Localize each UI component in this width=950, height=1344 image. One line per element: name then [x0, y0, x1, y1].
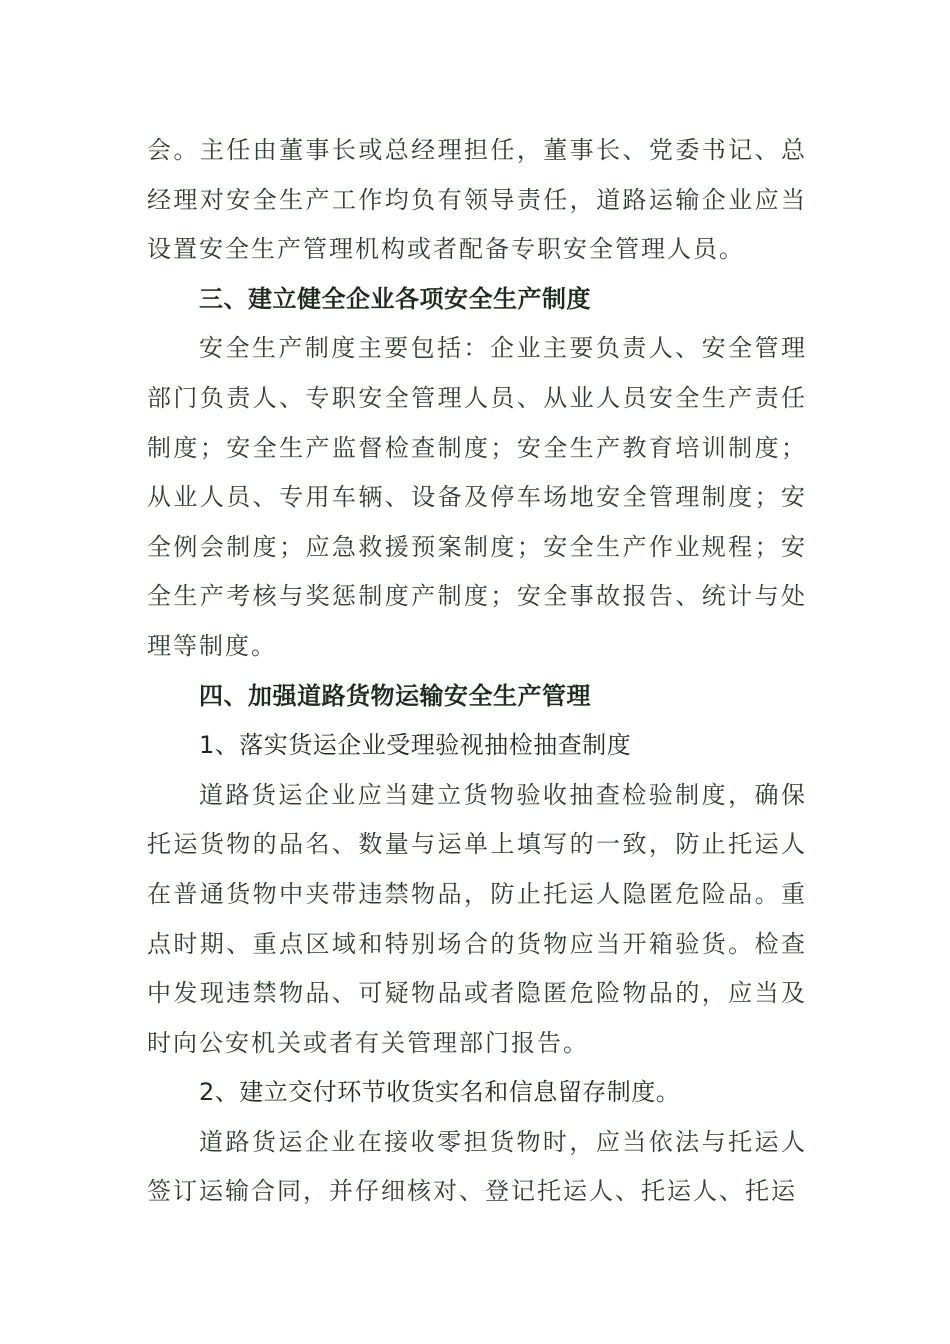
body-paragraph: 安全生产制度主要包括：企业主要负责人、安全管理部门负责人、专职安全管理人员、从业人员安全生产责任制度；安全生产监督检查制度；安全生产教育培训制度；从业人员、专用车辆、设备及停车场地安全管理制度；安全例会制度；应急救援预案制度；安全生产作业规程；安全生产考核与奖惩制度产制度；安全事故报告、统计与处理等制度。 — [147, 334, 807, 660]
subsection-heading: 1、落实货运企业受理验视抽检抽查制度 — [199, 731, 632, 760]
body-paragraph: 道路货运企业在接收零担货物时，应当依法与托运人签订运输合同，并仔细核对、登记托运人、托运人、托运 — [147, 1127, 807, 1206]
body-paragraph: 会。主任由董事长或总经理担任，董事长、党委书记、总经理对安全生产工作均负有领导责任，道路运输企业应当设置安全生产管理机构或者配备专职安全管理人员。 — [147, 136, 807, 264]
body-paragraph: 道路货运企业应当建立货物验收抽查检验制度，确保托运货物的品名、数量与运单上填写的一致，防止托运人在普通货物中夹带违禁物品，防止托运人隐匿危险品。重点时期、重点区域和特别场合的货物应当开箱验货。检查中发现违禁物品、可疑物品或者隐匿危险物品的，应当及时向公安机关或者有关管理部门报告。 — [147, 780, 807, 1057]
document-body — [147, 126, 807, 1217]
subsection-heading: 2、建立交付环节收货实名和信息留存制度。 — [199, 1078, 681, 1107]
section-heading: 三、建立健全企业各项安全生产制度 — [199, 284, 591, 313]
section-heading: 四、加强道路货物运输安全生产管理 — [199, 681, 591, 710]
